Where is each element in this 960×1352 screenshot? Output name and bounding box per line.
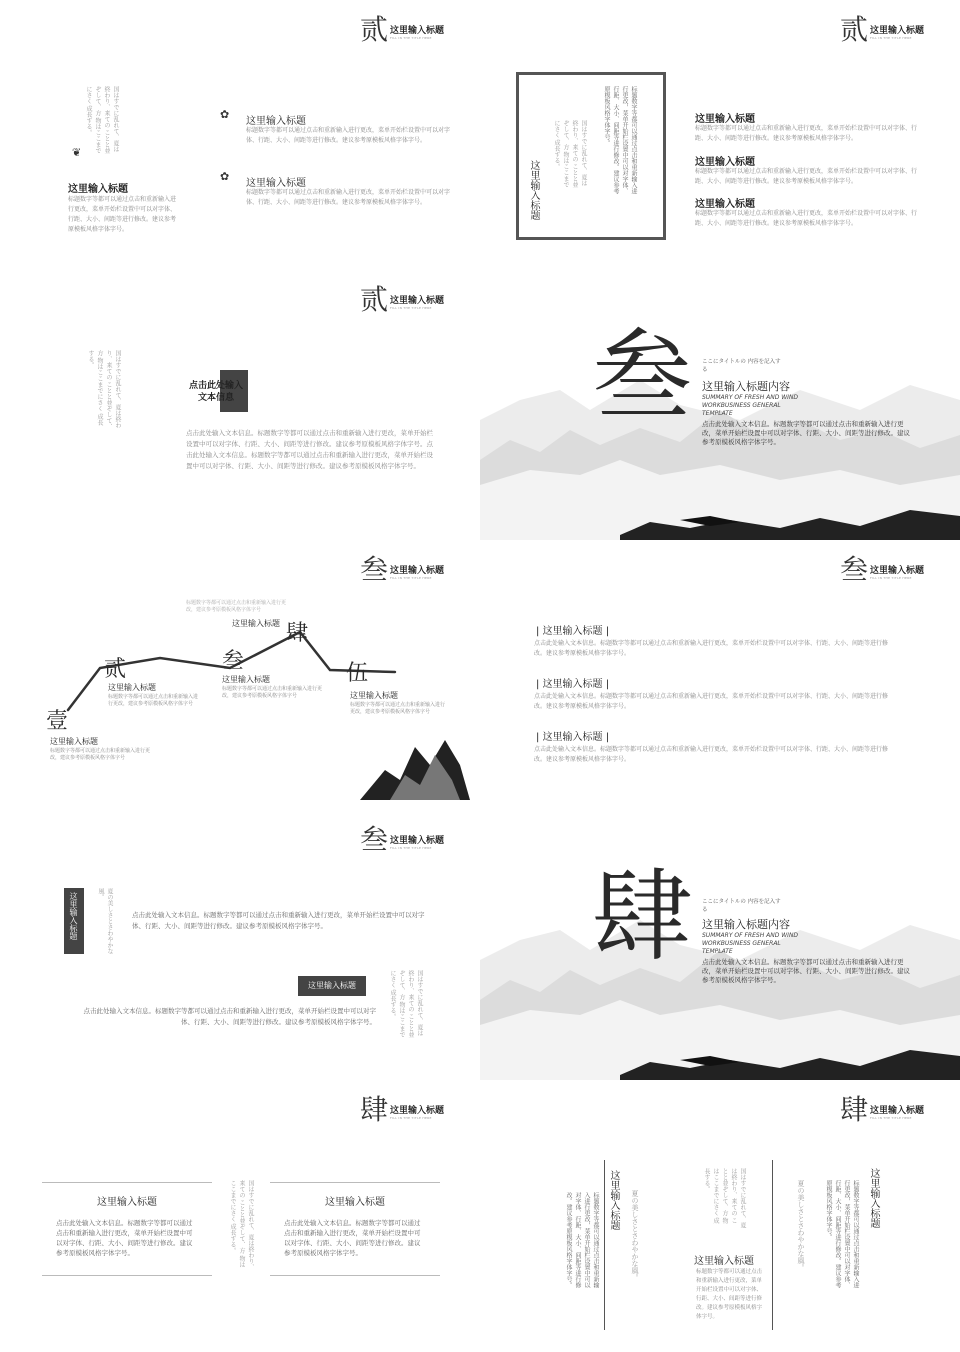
left-vtitle: 这里输入标题 bbox=[608, 1170, 619, 1230]
slide-8-section bbox=[480, 810, 960, 1080]
item-body-1: 点击此处输入文本信息。标题数字等都可以通过点击和重新输入进行更改，菜单开始栏设置中可以对字体、行距、大小、间距等进行修改。建议参考原模板风格字体字号。 bbox=[534, 640, 889, 657]
section-numeral: 肆 bbox=[360, 1093, 389, 1126]
left-vbody: 标题数字等都可以通过点击和重新输入进行更改，菜单开始栏设置中可以对字体、行距、大小、间距等进行修改。建议参考原模板风格字体字号。 bbox=[565, 1192, 599, 1288]
vertical-title: 这里输入标题 bbox=[528, 160, 539, 220]
poem-text-right: 夏の美しさとさわやかな風。 bbox=[797, 1180, 805, 1271]
step-body-2: 标题数字等都可以通过点击和重新输入进行更改，建议参考原模板风格字体字号 bbox=[108, 694, 199, 707]
body-top: 点击此处输入文本信息。标题数字等都可以通过点击和重新输入进行更改，菜单开始栏设置中可以对字体、行距、大小、间距等进行修改。建议参考原模板风格字体字号。 bbox=[132, 911, 425, 930]
poem-text: 国はすでに乱れて、夏は終わり、来ての ことと並ぞして、方 物はここまでにさく 成長する。 bbox=[229, 1180, 254, 1270]
slide-header bbox=[840, 1094, 940, 1126]
step-body-5: 标题数字等都可以通过点击和重新输入进行更改，建议参考原模板风格字体字号 bbox=[350, 702, 446, 715]
divider-left bbox=[604, 1160, 605, 1330]
poem-text: 夏の美しさとさわやかな風。 bbox=[97, 888, 113, 954]
slide-header bbox=[840, 554, 940, 586]
header-subtitle: FILL IN THE TITLE HERE bbox=[870, 36, 912, 40]
section-en: SUMMARY OF FRESH AND WIND WORKBUSINESS GENERAL TEMPLATE bbox=[702, 394, 799, 417]
header-title: 这里输入标题 bbox=[390, 296, 445, 306]
slide-7 bbox=[0, 810, 480, 1080]
title-box: 这里输入标题 bbox=[298, 976, 366, 996]
section-numeral: 贰 bbox=[840, 13, 869, 46]
section-numeral: 贰 bbox=[360, 283, 389, 316]
section-numeral: 肆 bbox=[840, 1093, 869, 1126]
slide-4-section bbox=[480, 270, 960, 540]
header-subtitle: FILL IN THE TITLE HERE bbox=[390, 306, 432, 310]
slide-9 bbox=[0, 1080, 480, 1350]
poem-text: 国はすでに乱れて、夏は終わり、来ての ことと並ぞして、方 物はここまでにさく 成長する。 bbox=[87, 350, 121, 430]
step-title-4: 这里输入标题 bbox=[232, 619, 280, 628]
section-body: 点击此处输入文本信息。标题数字等都可以通过点击和重新输入进行更改，菜单开始栏设置中可以对字体、行距、大小、间距等进行修改。建议参考原模板风格字体字号。 bbox=[702, 420, 910, 446]
item-body-2: 点击此处输入文本信息。标题数字等都可以通过点击和重新输入进行更改，菜单开始栏设置中可以对字体、行距、大小、间距等进行修改。建议参考原模板风格字体字号。 bbox=[534, 693, 889, 710]
divider-right bbox=[772, 1160, 773, 1330]
body-bottom: 点击此处输入文本信息。标题数字等都可以通过点击和重新输入进行更改，菜单开始栏设置中可以对字体、行距、大小、间距等进行修改。建议参考原模板风格字体字号。 bbox=[83, 1007, 376, 1026]
numeral-1: 壹 bbox=[46, 709, 69, 734]
item-title-3: | 这里输入标题 | bbox=[536, 732, 610, 743]
card-body: 点击此处输入文本信息。标题数字等都可以通过点击和重新输入进行更改，菜单开始栏设置中可以对字体、行距、大小、间距等进行修改。建议参考原模板风格字体字号。 bbox=[284, 1219, 421, 1257]
numeral-3: 叁 bbox=[222, 649, 245, 674]
section-body: 点击此处输入文本信息。标题数字等都可以通过点击和重新输入进行更改，菜单开始栏设置中可以对字体、行距、大小、间距等进行修改。建议参考原模板风格字体字号。 bbox=[702, 958, 910, 984]
header-title: 这里输入标题 bbox=[870, 1106, 925, 1116]
header-title: 这里输入标题 bbox=[870, 566, 925, 576]
item-title-3: 这里输入标题 bbox=[695, 199, 755, 210]
vertical-body: 标题数字等都可以通过点击和重新输入进行更改，菜单开始栏设置中可以对字体、行距、大小、间距等进行修改。建议参考原模板风格字体字号。 bbox=[603, 86, 637, 194]
item-title-2: 这里输入标题 bbox=[246, 178, 306, 189]
box-label: 点击此处输入文本信息 bbox=[188, 381, 243, 403]
item-body-3: 标题数字等都可以通过点击和重新输入进行更改，菜单开始栏设置中可以对字体、行距、大小、间距等进行修改。建议参考原模板风格字体字号。 bbox=[695, 210, 918, 227]
poem-text-2: 国はすでに乱れて、夏は終わり、来ての ことと並ぞして、方 物はここまでにさく 成長する。 bbox=[389, 970, 423, 1038]
vertical-title: 这里输入标题 bbox=[69, 892, 78, 940]
right-vbody: 标题数字等都可以通过点击和重新输入进行更改，菜单开始栏设置中可以对字体、行距、大小、间距等进行修改。建议参考原模板风格字体字号。 bbox=[825, 1180, 859, 1288]
mid-title: 这里输入标题 bbox=[694, 1256, 754, 1267]
item-title-1: 这里输入标题 bbox=[246, 116, 306, 127]
slide-6 bbox=[480, 540, 960, 810]
step-body-top: 标题数字等都可以通过点击和重新输入进行更改，建议参考原模板风格字体字号 bbox=[186, 600, 287, 613]
header-title: 这里输入标题 bbox=[390, 1106, 445, 1116]
flower-icon: ✿ bbox=[220, 170, 230, 183]
header-subtitle: FILL IN THE TITLE HERE bbox=[870, 576, 912, 580]
slide-2 bbox=[480, 0, 960, 270]
card-1 bbox=[42, 1182, 212, 1276]
kana-text: ここにタイトルの 内容を記入する bbox=[702, 359, 781, 373]
numeral-2: 贰 bbox=[104, 657, 127, 682]
section-en: SUMMARY OF FRESH AND WIND WORKBUSINESS GENERAL TEMPLATE bbox=[702, 932, 799, 955]
item-title-1: 这里输入标题 bbox=[695, 114, 755, 125]
numeral-4: 肆 bbox=[286, 621, 309, 646]
card-body: 点击此处输入文本信息。标题数字等都可以通过点击和重新输入进行更改，菜单开始栏设置中可以对字体、行距、大小、间距等进行修改。建议参考原模板风格字体字号。 bbox=[56, 1219, 193, 1257]
slide-header bbox=[360, 1094, 460, 1126]
item-title-1: | 这里输入标题 | bbox=[536, 626, 610, 637]
step-title-2: 这里输入标题 bbox=[108, 683, 156, 692]
slide-5-timeline bbox=[0, 540, 480, 810]
right-vtitle: 这里输入标题 bbox=[868, 1168, 879, 1228]
poem-text: 国はすでに乱れて、夏は終わり、来ての ことと並ぞして、方 物はここまでにさく 成長する。 bbox=[85, 86, 119, 154]
card-2 bbox=[270, 1182, 440, 1276]
ink-mountains bbox=[360, 735, 470, 800]
body-text: 点击此处输入文本信息。标题数字等都可以通过点击和重新输入进行更改，菜单开始栏设置中可以对字体、行距、大小、间距等进行修改。建议参考原模板风格字体字号。点击此处输入文本信息。标题数字等都可以通过点击和重新输入进行更改，菜单开始栏设置中可以对字体、行距、大小、间距等进行修改。建议参考原模板风格字体字号。 bbox=[186, 429, 433, 470]
item-title-2: 这里输入标题 bbox=[695, 157, 755, 168]
header-title: 这里输入标题 bbox=[390, 26, 445, 36]
poem-text-mid: 国はすでに乱れて、夏は終わり、来ての ことと並ぞして、方 物はここまでにさく 成長する。 bbox=[703, 1168, 746, 1228]
section-numeral: 叁 bbox=[840, 553, 869, 586]
step-title-3: 这里输入标题 bbox=[222, 675, 270, 684]
section-title: 这里输入标题内容 bbox=[702, 918, 790, 931]
item-body-1: 标题数字等都可以通过点击和重新输入进行更改，菜单开始栏设置中可以对字体、行距、大小、间距等进行修改。建议参考原模板风格字体字号。 bbox=[246, 127, 451, 144]
mid-body: 标题数字等都可以通过点击和重新输入进行更改，菜单开始栏设置中可以对字体、行距、大小、间距等进行修改。建议参考原模板风格字体字号。 bbox=[696, 1269, 763, 1320]
leaf-icon: ❦ bbox=[72, 146, 82, 159]
left-title: 这里输入标题 bbox=[68, 184, 128, 195]
item-body-1: 标题数字等都可以通过点击和重新输入进行更改，菜单开始栏设置中可以对字体、行距、大小、间距等进行修改。建议参考原模板风格字体字号。 bbox=[695, 125, 918, 142]
flower-icon: ✿ bbox=[220, 108, 230, 121]
section-numeral: 贰 bbox=[360, 13, 389, 46]
header-subtitle: FILL IN THE TITLE HERE bbox=[390, 36, 432, 40]
poem-text: 国はすでに乱れて、夏は終わり、来ての ことと並ぞして、方 物はここまでにさく 成長する。 bbox=[553, 120, 587, 188]
header-subtitle: FILL IN THE TITLE HERE bbox=[390, 576, 432, 580]
item-title-text: 这里输入标题 bbox=[542, 732, 603, 743]
step-title-1: 这里输入标题 bbox=[50, 737, 98, 746]
item-body-2: 标题数字等都可以通过点击和重新输入进行更改，菜单开始栏设置中可以对字体、行距、大小、间距等进行修改。建议参考原模板风格字体字号。 bbox=[246, 189, 451, 206]
card-title: 这里输入标题 bbox=[325, 1197, 385, 1208]
slide-3 bbox=[0, 270, 480, 540]
section-title: 这里输入标题内容 bbox=[702, 380, 790, 393]
slide-1 bbox=[0, 0, 480, 270]
header-title: 这里输入标题 bbox=[870, 26, 925, 36]
left-body: 标题数字等都可以通过点击和重新输入进行更改，菜单开始栏设置中可以对字体、行距、大小、间距等进行修改。建议参考原模板风格字体字号。 bbox=[68, 196, 177, 233]
section-numeral: 叁 bbox=[360, 553, 389, 586]
section-numeral: 叁 bbox=[360, 823, 389, 856]
kana-text: ここにタイトルの 内容を記入する bbox=[702, 899, 781, 913]
section-numeral: 叁 bbox=[592, 318, 692, 435]
item-body-3: 点击此处输入文本信息。标题数字等都可以通过点击和重新输入进行更改，菜单开始栏设置中可以对字体、行距、大小、间距等进行修改。建议参考原模板风格字体字号。 bbox=[534, 746, 889, 763]
header-subtitle: FILL IN THE TITLE HERE bbox=[390, 1116, 432, 1120]
item-title-text: 这里输入标题 bbox=[542, 679, 603, 690]
item-body-2: 标题数字等都可以通过点击和重新输入进行更改，菜单开始栏设置中可以对字体、行距、大小、间距等进行修改。建议参考原模板风格字体字号。 bbox=[695, 168, 918, 185]
poem-text: 夏の美しさとさわやかな風。 bbox=[631, 1190, 639, 1281]
slide-header bbox=[360, 14, 460, 46]
slide-header bbox=[360, 284, 460, 316]
header-title: 这里输入标题 bbox=[390, 566, 445, 576]
step-body-1: 标题数字等都可以通过点击和重新输入进行更改，建议参考原模板风格字体字号 bbox=[50, 748, 151, 761]
item-title-2: | 这里输入标题 | bbox=[536, 679, 610, 690]
step-body-3: 标题数字等都可以通过点击和重新输入进行更改，建议参考原模板风格字体字号 bbox=[222, 686, 323, 699]
item-title-text: 这里输入标题 bbox=[542, 626, 603, 637]
step-title-5: 这里输入标题 bbox=[350, 691, 398, 700]
slide-10 bbox=[480, 1080, 960, 1350]
numeral-5: 伍 bbox=[346, 661, 369, 686]
slide-header bbox=[360, 824, 460, 856]
slide-header bbox=[840, 14, 940, 46]
header-title: 这里输入标题 bbox=[390, 836, 445, 846]
header-subtitle: FILL IN THE TITLE HERE bbox=[870, 1116, 912, 1120]
card-title: 这里输入标题 bbox=[97, 1197, 157, 1208]
header-subtitle: FILL IN THE TITLE HERE bbox=[390, 846, 432, 850]
section-numeral: 肆 bbox=[592, 858, 692, 975]
